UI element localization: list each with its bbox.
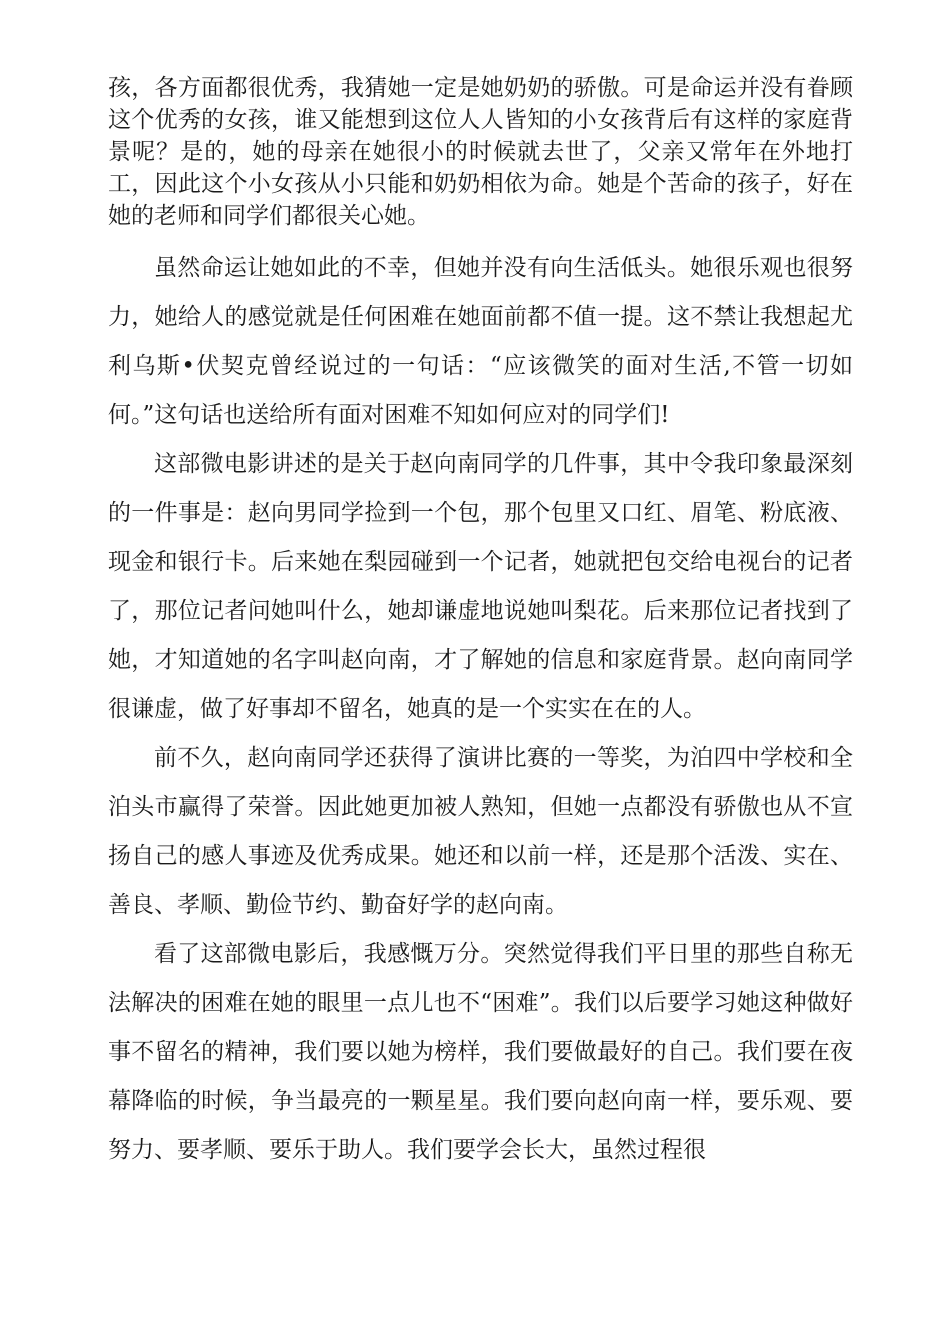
paragraph-5: 看了这部微电影后，我感慨万分。突然觉得我们平日里的那些自称无法解决的困难在她的眼里一点儿也不“困难”。我们以后要学习她这种做好事不留名的精神，我们要以她为榜样，我们要做最好的自己。我们要在夜幕降临的时候，争当最亮的一颗星星。我们要向赵向南一样，要乐观、要努力、要孝顺、要乐于助人。我们要学会长大，虽然过程很 <box>108 941 853 1163</box>
paragraph-3: 这部微电影讲述的是关于赵向南同学的几件事，其中令我印象最深刻的一件事是：赵向男同学捡到一个包，那个包里又口红、眉笔、粉底液、现金和银行卡。后来她在梨园碰到一个记者，她就把包交给电视台的记者了，那位记者问她叫什么，她却谦虚地说她叫梨花。后来那位记者找到了她，才知道她的名字叫赵向南，才了解她的信息和家庭背景。赵向南同学很谦虚，做了好事却不留名，她真的是一个实实在在的人。 <box>108 451 853 722</box>
paragraph-2: 虽然命运让她如此的不幸，但她并没有向生活低头。她很乐观也很努力，她给人的感觉就是任何困难在她面前都不值一提。这不禁让我想起尤利乌斯•伏契克曾经说过的一句话：“应该微笑的面对生活,不管一切如何。”这句话也送给所有面对困难不知如何应对的同学们! <box>108 255 853 428</box>
document-body <box>108 72 853 1175</box>
paragraph-4: 前不久，赵向南同学还获得了演讲比赛的一等奖，为泊四中学校和全泊头市赢得了荣誉。因此她更加被人熟知，但她一点都没有骄傲也从不宣扬自己的感人事迹及优秀成果。她还和以前一样，还是那个活泼、实在、善良、孝顺、勤俭节约、勤奋好学的赵向南。 <box>108 745 853 918</box>
paragraph-1: 孩，各方面都很优秀，我猜她一定是她奶奶的骄傲。可是命运并没有眷顾这个优秀的女孩，谁又能想到这位人人皆知的小女孩背后有这样的家庭背景呢？是的，她的母亲在她很小的时候就去世了，父亲又常年在外地打工，因此这个小女孩从小只能和奶奶相依为命。她是个苦命的孩子，好在她的老师和同学们都很关心她。 <box>108 75 853 229</box>
